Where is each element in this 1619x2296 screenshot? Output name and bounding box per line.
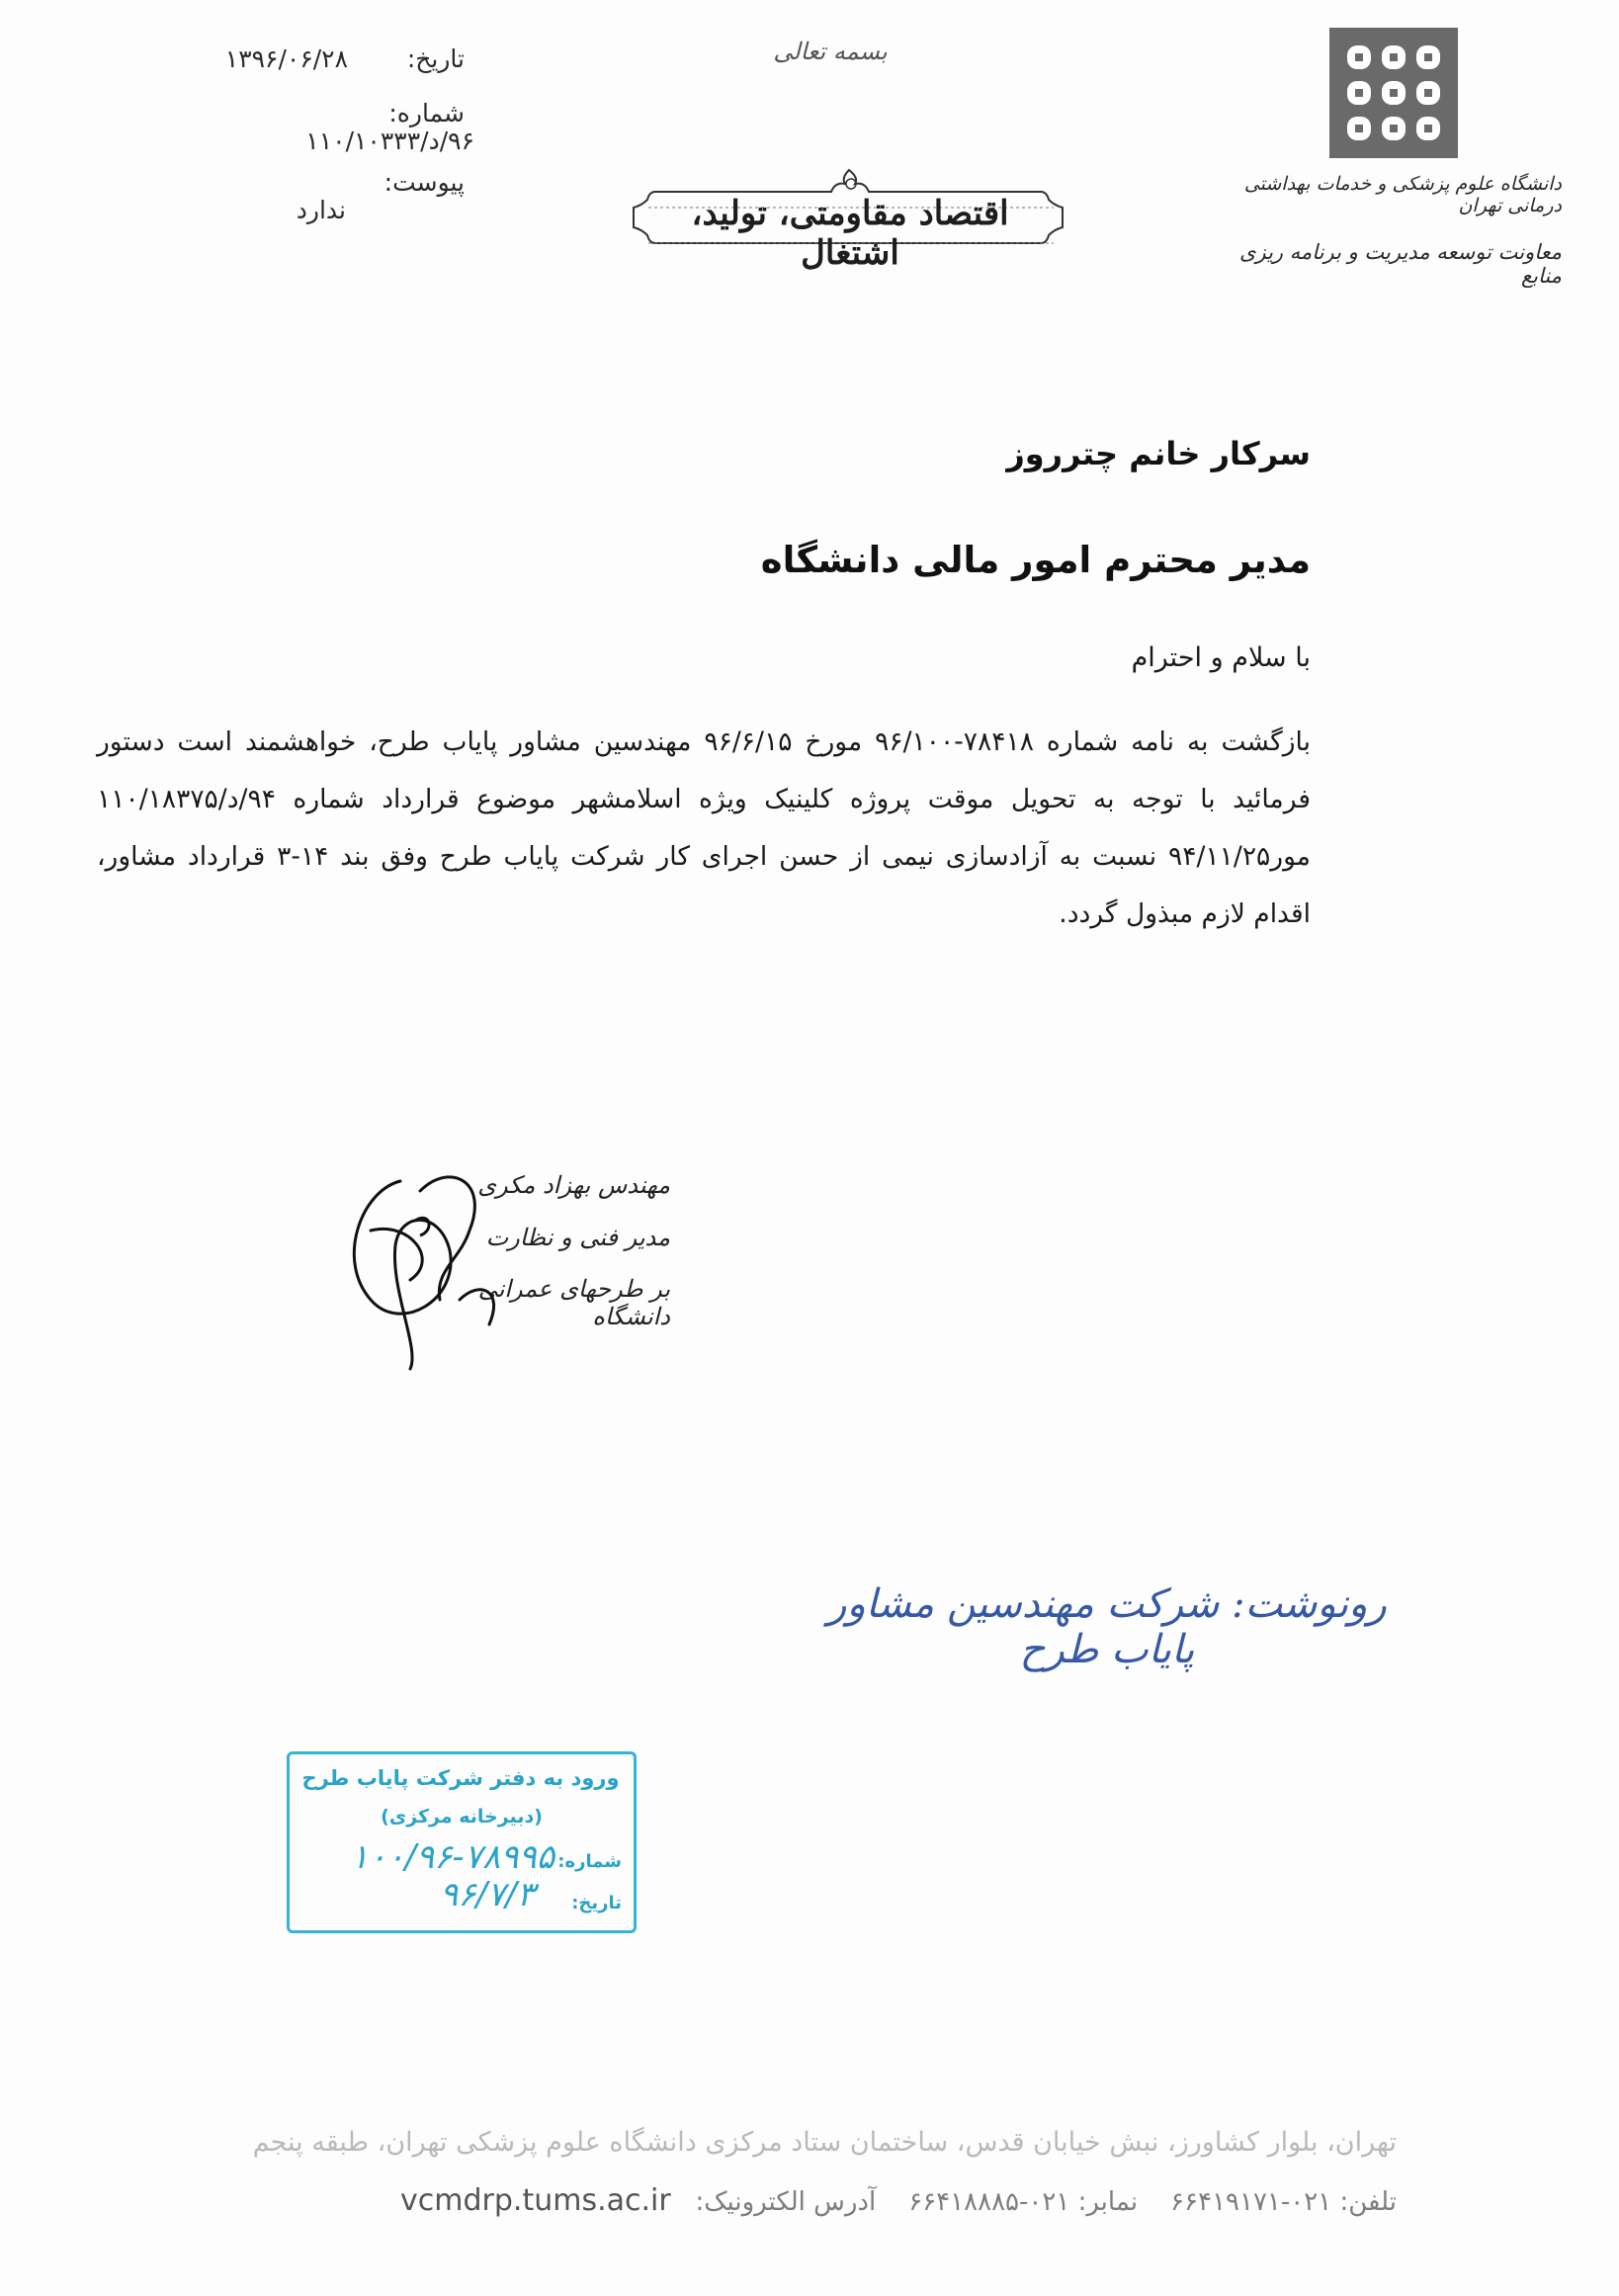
signer-title: مدیر فنی و نظارت — [485, 1224, 670, 1251]
letter-body: بازگشت به نامه شماره ۷۸۴۱۸-۹۶/۱۰۰ مورخ ۹۶/۶/۱۵ مهندسین مشاور پایاب طرح، خواهشمند است دستور فرمائید با توجه به تحویل موقت پروژه کلینیک ویژه اسلامشهر موضوع قرارداد شماره ۹۴/د/۱۱۰/۱۸۳۷۵ مور۹۴/۱۱/۲۵ نسبت به آزادسازی نیمی از حسن اجرای کار شرکت پایاب طرح وفق بند ۱۴-۳ قرارداد مشاور، اقدام لازم مبذول گردد. — [97, 726, 1311, 929]
university-name: دانشگاه علوم پزشکی و خدمات بهداشتی درمانی تهران — [1243, 173, 1562, 216]
number-value: ۹۶/د/۱۱۰/۱۰۳۳۳ — [305, 127, 474, 155]
stamp-number-value: ۱۰۰/۹۶-۷۸۹۹۵ — [350, 1837, 554, 1877]
university-logo-icon — [1329, 28, 1458, 158]
addressee-line2: مدیر محترم امور مالی دانشگاه — [760, 539, 1311, 581]
greeting: با سلام و احترام — [1131, 642, 1311, 673]
number-value-row — [148, 127, 474, 155]
footer-phone: تلفن: ۰۲۱-۶۶۴۱۹۱۷۱ — [1170, 2187, 1397, 2217]
date-label: تاریخ: — [406, 44, 465, 73]
attachment-label: پیوست: — [383, 168, 465, 197]
stamp-subtitle: (دبیرخانه مرکزی) — [381, 1806, 543, 1828]
footer-fax: نمابر: ۰۲۱-۶۶۴۱۸۸۸۵ — [908, 2187, 1139, 2217]
signer-name: مهندس بهزاد مکری — [477, 1171, 670, 1199]
signer-org: بر طرحهای عمرانی دانشگاه — [477, 1275, 670, 1330]
attachment-value: ندارد — [296, 196, 346, 224]
stamp-number-label: شماره: — [557, 1851, 622, 1872]
number-label: شماره: — [388, 99, 465, 128]
addressee-line1: سرکار خانم چترروز — [1006, 435, 1311, 472]
incoming-stamp — [287, 1751, 637, 1933]
basmala: بسمه تعالی — [773, 38, 888, 65]
footer-address: تهران، بلوار کشاورز، نبش خیابان قدس، ساختمان ستاد مرکزی دانشگاه علوم پزشکی تهران، طبقه پنجم — [252, 2127, 1397, 2158]
slogan: اقتصاد مقاومتی، تولید، اشتغال — [691, 194, 1009, 273]
stamp-date-label: تاریخ: — [571, 1893, 622, 1913]
number-label-row — [138, 99, 465, 128]
date-value: ۱۳۹۶/۰۶/۲۸ — [224, 44, 349, 73]
footer-email-label: آدرس الکترونیک: — [695, 2187, 877, 2217]
footer-website-link[interactable]: vcmdrp.tums.ac.ir — [400, 2183, 671, 2218]
department-name: معاونت توسعه مدیریت و برنامه ریزی منابع — [1239, 240, 1562, 288]
attachment-label-row — [138, 168, 465, 197]
signature-scribble — [341, 1151, 519, 1374]
handwritten-copy-note: رونوشت: شرکت مهندسین مشاور پایاب طرح — [827, 1581, 1387, 1672]
date-row — [138, 44, 465, 73]
footer-contact — [211, 2183, 1397, 2218]
stamp-title: ورود به دفتر شرکت پایاب طرح — [301, 1766, 620, 1790]
attachment-value-row — [148, 196, 474, 224]
stamp-date-value: ۹۶/۷/۳ — [440, 1875, 535, 1914]
